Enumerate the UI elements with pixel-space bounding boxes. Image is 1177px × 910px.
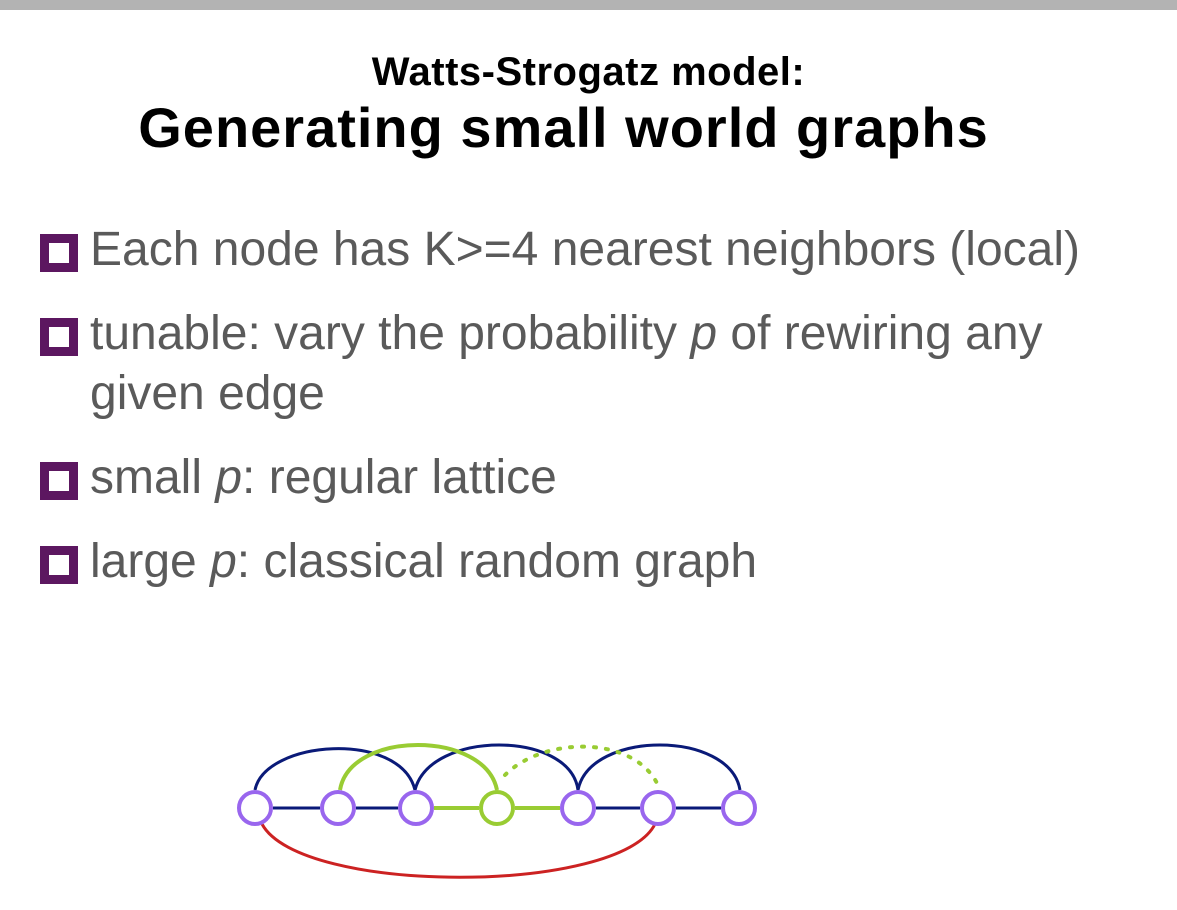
bullet-text-large-start: large	[90, 535, 211, 588]
graph-node-6	[642, 792, 674, 824]
square-bullet-icon	[40, 234, 78, 272]
bullet-text-neighbors: Each node has K>=4 nearest neighbors (local)	[90, 223, 1080, 276]
graph-svg	[0, 720, 1177, 900]
bullet-text-large-end: : classical random graph	[236, 535, 758, 588]
arc-node4-node6-dotted	[505, 747, 660, 790]
graph-node-2	[322, 792, 354, 824]
bullet-text-tunable-end: of rewiring any given edge	[90, 307, 1043, 420]
graph-node-3	[400, 792, 432, 824]
bullet-item-neighbors	[40, 220, 1160, 280]
graph-node-4-rewired	[481, 792, 513, 824]
slide-title	[0, 48, 1177, 160]
bullet-text-large-p: p	[210, 535, 237, 588]
graph-node-1	[239, 792, 271, 824]
bullet-item-tunable	[40, 304, 1160, 424]
small-world-graph-diagram	[0, 720, 1177, 900]
arc-node5-node7	[578, 745, 740, 790]
graph-node-7	[723, 792, 755, 824]
long-range-edge-red	[262, 824, 655, 877]
bullet-text-small-end: : regular lattice	[242, 451, 557, 504]
graph-top-arcs	[255, 745, 740, 790]
bullet-text-small-p: p	[215, 451, 243, 504]
graph-node-5	[562, 792, 594, 824]
bullet-text-tunable-start: tunable: vary the probability	[90, 307, 691, 360]
bullet-text-tunable-p: p	[690, 307, 718, 360]
bullet-item-small-p	[40, 448, 1160, 508]
top-divider-bar	[0, 0, 1177, 10]
bullet-text-small-start: small	[90, 451, 216, 504]
title-line-1: Watts-Strogatz model:	[371, 50, 806, 94]
bullet-item-large-p	[40, 532, 1160, 592]
bullet-list	[40, 220, 1160, 592]
square-bullet-icon	[40, 318, 78, 356]
title-line-2: Generating small world graphs	[138, 96, 989, 159]
arc-node1-node3	[255, 749, 415, 790]
square-bullet-icon	[40, 462, 78, 500]
square-bullet-icon	[40, 546, 78, 584]
